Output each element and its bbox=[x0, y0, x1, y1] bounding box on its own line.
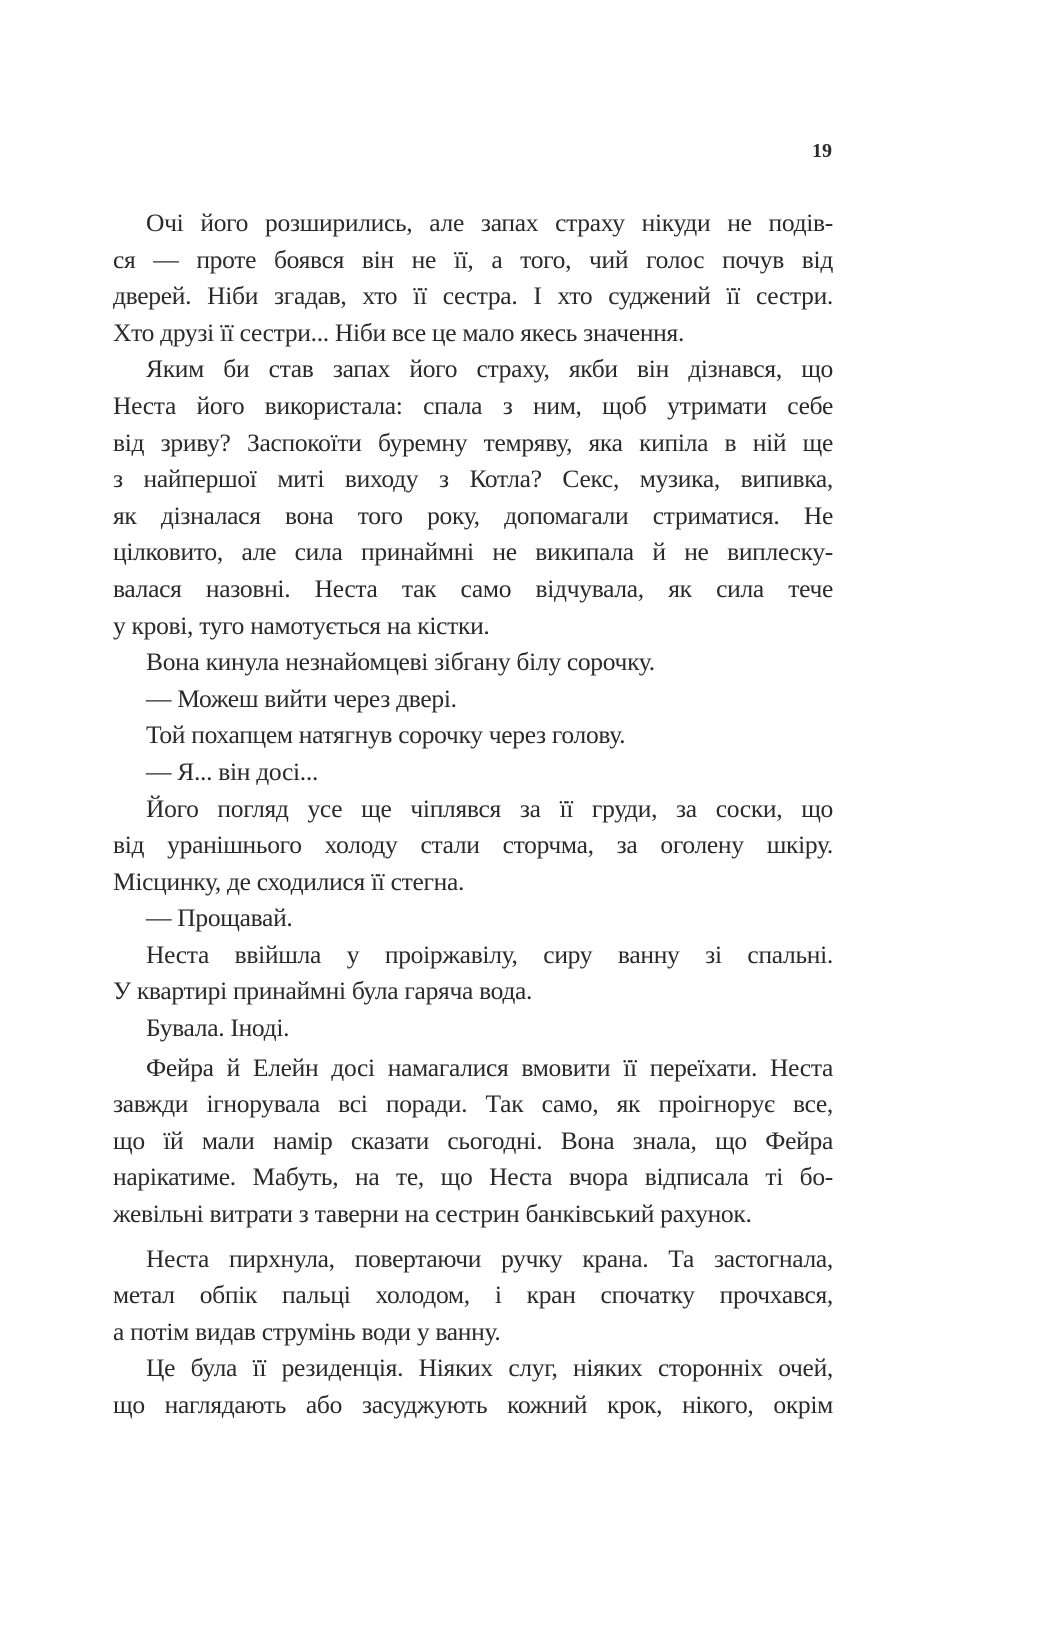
text-line: Бувала. Іноді. bbox=[146, 1013, 290, 1043]
paragraph bbox=[113, 1350, 833, 1423]
paragraph bbox=[113, 754, 833, 791]
text-line: Неста його використала: спала з ним, щоб утримати себе bbox=[113, 390, 833, 420]
paragraph bbox=[113, 644, 833, 681]
text-line: Очі його розширились, але запах страху нікуди не подів- bbox=[146, 208, 833, 237]
text-line: цілковито, але сила принаймні не википала й не виплеску- bbox=[113, 537, 833, 567]
page-number: 19 bbox=[812, 140, 832, 162]
paragraph bbox=[113, 900, 833, 937]
text-line: з найпершої миті виходу з Котла? Секс, музика, випивка, bbox=[113, 464, 833, 494]
text-line: завжди ігнорувала всі поради. Так само, як проігнорує все, bbox=[113, 1089, 833, 1119]
text-line: що їй мали намір сказати сьогодні. Вона знала, що Фейра bbox=[113, 1125, 833, 1155]
text-line: Місцинку, де сходилися її стегна. bbox=[113, 866, 465, 896]
text-line: Неста ввійшла у проіржавілу, сиру ванну зі спальні. bbox=[146, 939, 833, 969]
paragraph bbox=[113, 681, 833, 718]
text-line: — Прощавай. bbox=[146, 903, 293, 933]
text-line: жевільні витрати з таверни на сестрин банківський рахунок. bbox=[113, 1199, 752, 1229]
text-line: як дізналася вона того року, допомагали стриматися. Не bbox=[113, 500, 833, 530]
paragraph bbox=[113, 205, 833, 351]
paragraph bbox=[113, 791, 833, 901]
paragraph bbox=[113, 717, 833, 754]
text-line: від уранішнього холоду стали сторчма, за оголену шкіру. bbox=[113, 830, 833, 860]
text-line: дверей. Ніби згадав, хто її сестра. І хто суджений її сестри. bbox=[113, 281, 833, 311]
text-line: а потім видав струмінь води у ванну. bbox=[113, 1316, 501, 1346]
paragraph bbox=[113, 1050, 833, 1233]
text-line: Хто друзі її сестри... Ніби все це мало якесь значення. bbox=[113, 317, 685, 347]
paragraph bbox=[113, 937, 833, 1010]
body-text bbox=[113, 205, 833, 1424]
text-line: валася назовні. Неста так само відчувала, як сила тече bbox=[113, 573, 833, 603]
paragraph bbox=[113, 351, 833, 644]
text-line: Яким би став запах його страху, якби він дізнався, що bbox=[146, 354, 833, 384]
text-line: у крові, туго намотується на кістки. bbox=[113, 610, 490, 640]
text-line: У квартирі принаймні була гаряча вода. bbox=[113, 976, 533, 1006]
text-line: Вона кинула незнайомцеві зібгану білу сорочку. bbox=[146, 647, 655, 677]
text-line: — Я... він досі... bbox=[146, 756, 319, 786]
paragraph bbox=[113, 1241, 833, 1351]
text-line: нарікатиме. Мабуть, на те, що Неста вчора відписала ті бо- bbox=[113, 1162, 833, 1192]
text-line: Неста пирхнула, повертаючи ручку крана. Та застогнала, bbox=[146, 1243, 833, 1273]
text-line: ся — проте боявся він не її, а того, чий голос почув від bbox=[113, 244, 833, 274]
text-line: Його погляд усе ще чіплявся за її груди, за соски, що bbox=[146, 793, 833, 823]
text-line: що наглядають або засуджують кожний крок, нікого, окрім bbox=[113, 1390, 833, 1419]
text-line: від зриву? Заспокоїти буремну темряву, яка кипіла в ній ще bbox=[113, 427, 833, 457]
text-line: Фейра й Елейн досі намагалися вмовити її переїхати. Неста bbox=[146, 1052, 833, 1082]
text-line: Це була її резиденція. Ніяких слуг, ніяких сторонніх очей, bbox=[146, 1353, 833, 1383]
text-line: Той похапцем натягнув сорочку через голову. bbox=[146, 720, 626, 750]
paragraph bbox=[113, 1010, 833, 1047]
text-line: — Можеш вийти через двері. bbox=[146, 683, 457, 713]
text-line: метал обпік пальці холодом, і кран спочатку прочхався, bbox=[113, 1280, 833, 1310]
